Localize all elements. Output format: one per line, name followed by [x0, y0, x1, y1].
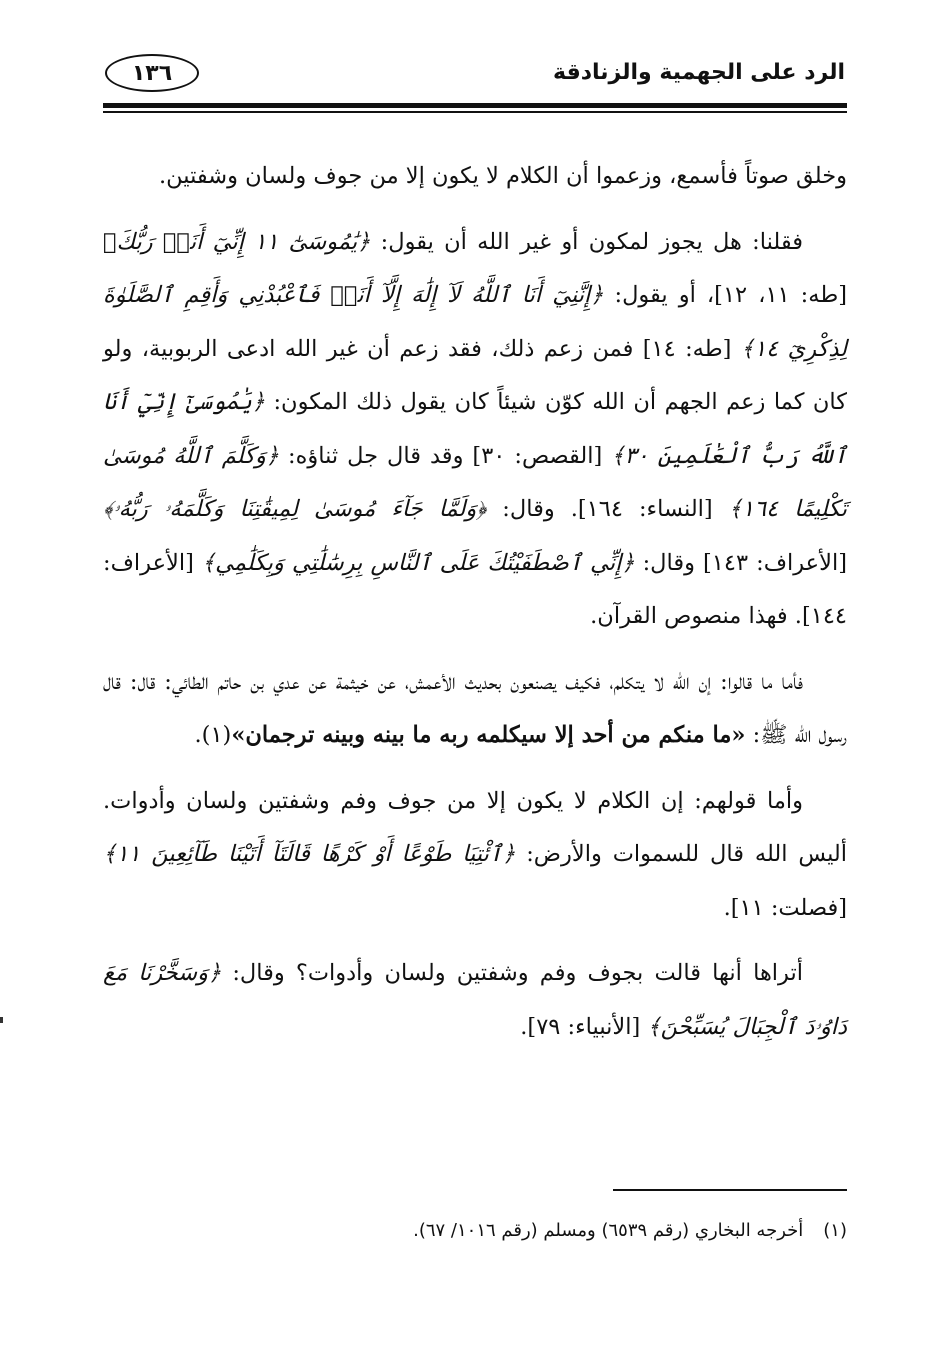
text-run: [النساء: ١٦٤]. وقال: [486, 496, 729, 522]
text-run: وأما قولهم: إن الكلام لا يكون إلا من جوف وفم وشفتين ولسان وأدوات. أليس الله قال للسموات والأرض: [103, 787, 847, 867]
text-run: [القصص: ٣٠] وقد قال جل ثناؤه: [279, 442, 612, 469]
footnote-text: أخرجه البخاري (رقم ٦٥٣٩) ومسلم (رقم ١٠١٦/ ٦٧). [413, 1220, 804, 1241]
text-run: (١). [194, 722, 232, 748]
quran-verse: ﴿وَلَمَّا جَآءَ مُوسَىٰ لِمِيقَٰتِنَا وَكَلَّمَهُۥ رَبُّهُۥ﴾ [103, 496, 487, 522]
quran-verse: ﴿وَكَلَّمَ ٱللَّهُ مُوسَىٰ تَكْلِيمًا ١٦٤﴾ [103, 442, 847, 522]
paragraph [103, 150, 847, 204]
quran-verse: ﴿إِنِّي ٱصْطَفَيْتُكَ عَلَى ٱلنَّاسِ بِرِسَٰلَٰتِي وَبِكَلَٰمِي﴾ [201, 549, 635, 576]
text-run: فقلنا: هل يجوز لمكون أو غير الله أن يقول: [370, 228, 803, 255]
text-run: [طه: ١٤] فمن زعم ذلك، فقد زعم أن غير الله ادعى الربوبية، ولو كان كما زعم الجهم أن الله كوّن شيئاً كان يقول ذلك المكون: [103, 335, 847, 415]
text-run: [طه: ١١، ١٢]، أو يقول: [603, 282, 848, 308]
paragraph [103, 947, 847, 1054]
quran-verse: ﴿إِنَّنِيٓ أَنَا ٱللَّهُ لَآ إِلَٰهَ إِلَّآ أَنَا۠ فَٱعْبُدْنِي وَأَقِمِ ٱلصَّلَوٰةَ لِذِكْرِيٓ ١٤﴾ [103, 282, 847, 362]
quran-verse: ﴿يَٰمُوسَىٰٓ إِنِّيٓ أَنَا ٱللَّهُ رَبُّ ٱلْعَٰلَمِينَ ٣٠﴾ [103, 389, 847, 469]
paragraph [103, 656, 847, 763]
text-run: [الأعراف: ١٤٣] وقال: [634, 549, 847, 576]
scan-edge-mark [0, 1017, 3, 1023]
footnote-number: (١) [823, 1220, 847, 1241]
header-rule-thick [103, 103, 847, 108]
paragraph [103, 216, 847, 644]
text-run: [فصلت: ١١]. [723, 894, 847, 921]
hadith-quote: «ما منكم من أحد إلا سيكلمه ربه ما بينه وبينه ترجمان» [231, 722, 746, 748]
body-text [103, 150, 847, 1066]
text-run: فأما ما قالوا: إن الله لا يتكلم، فكيف يصنعون بحديث الأعمش، عن خيثمة عن عدي بن حاتم الطائي: قال: قال رسول الله ﷺ: [103, 668, 847, 748]
text-run: أتراها أنها قالت بجوف وفم وشفتين ولسان وأدوات؟ وقال: [221, 960, 803, 986]
header-rule-thin [103, 111, 847, 113]
text-run: [الأعراف: ١٤٤]. فهذا منصوص القرآن. [103, 549, 847, 629]
quran-verse: ﴿وَسَخَّرْنَا مَعَ دَاوُۥدَ ٱلْجِبَالَ يُسَبِّحْنَ﴾ [103, 960, 847, 1040]
page-number: ١٣٦ [105, 54, 199, 92]
text-run: وخلق صوتاً فأسمع، وزعموا أن الكلام لا يكون إلا من جوف ولسان وشفتين. [159, 163, 847, 189]
footnote [103, 1216, 847, 1246]
page-header [105, 50, 845, 100]
footnote-separator [613, 1189, 847, 1191]
running-title: الرد على الجهمية والزنادقة [553, 60, 845, 85]
text-run: [الأنبياء: ٧٩]. [520, 1013, 648, 1040]
quran-verse: ﴿يَٰمُوسَىٰٓ ١١ إِنِّيٓ أَنَا۠ رَبُّكَ﴾ [103, 228, 371, 255]
quran-verse: ﴿ٱئْتِيَا طَوْعًا أَوْ كَرْهًا قَالَتَآ أَتَيْنَا طَآئِعِينَ ١١﴾ [103, 841, 516, 867]
paragraph [103, 775, 847, 936]
